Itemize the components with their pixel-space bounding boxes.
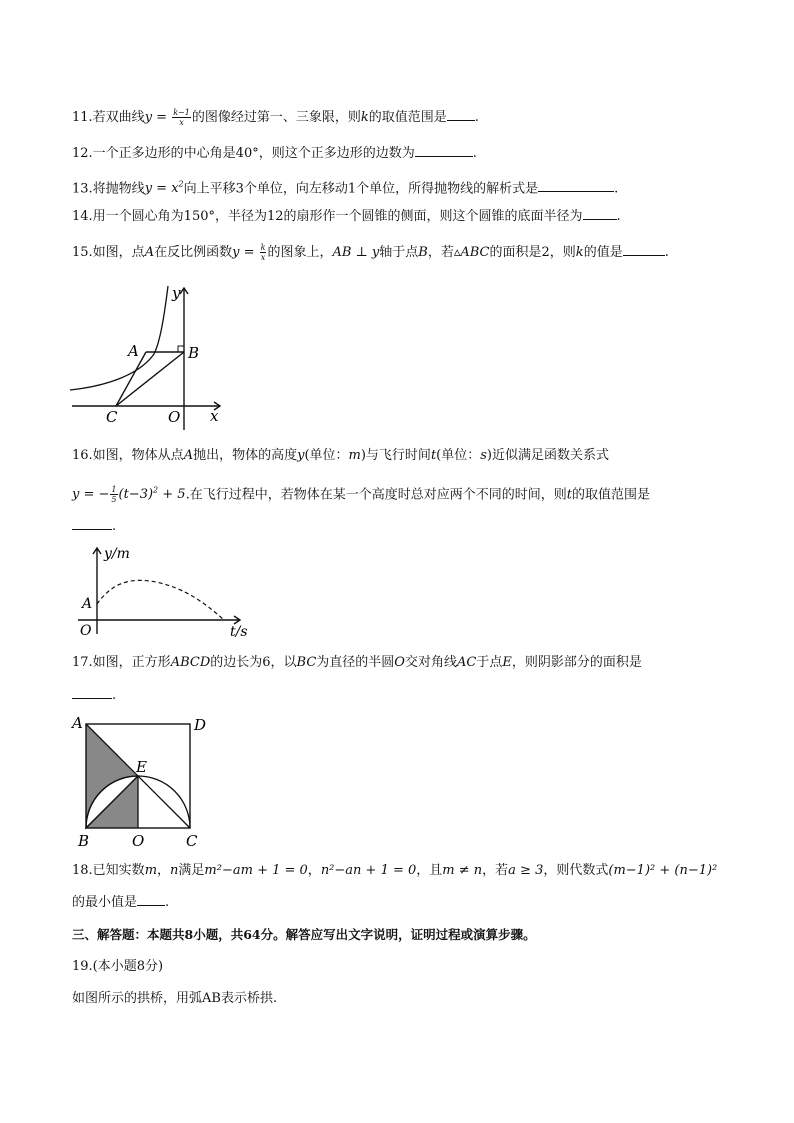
q16-text-mid2: )与飞行时间: [360, 448, 431, 463]
q13-formula: $y = x^2$: [144, 180, 184, 197]
q15-var-k: k: [575, 245, 584, 260]
fig17-label-b: B: [78, 832, 90, 850]
fig16-label-y: y/m: [104, 546, 130, 562]
q17-text-mid2: 为直径的半圆: [316, 655, 395, 670]
fig17-label-e: E: [136, 758, 147, 776]
q15-text-post4: 的面积是2，则: [489, 245, 576, 260]
q15-text-post5: 的值是: [583, 245, 623, 260]
q18-text-mid1: ，: [157, 863, 171, 878]
q16-answer-blank[interactable]: [72, 517, 112, 530]
q18-var-m: m: [144, 863, 158, 878]
q15-var-a: A: [144, 245, 155, 260]
q11-end: .: [474, 110, 479, 125]
q14-text: 14.用一个圆心角为150°，半径为12的扇形作一个圆锥的侧面，则这个圆锥的底面半径为: [72, 209, 583, 224]
q18-var-n: n: [170, 863, 179, 878]
q16-unit-m: m: [348, 448, 361, 463]
fig16-curve: [97, 580, 224, 620]
figure-15: [68, 282, 230, 434]
q11-var-k: k: [360, 110, 369, 125]
q16-var-t2: t: [566, 487, 572, 503]
q16-end: .: [112, 519, 117, 534]
q17-var-ac: AC: [456, 655, 477, 670]
fig15-label-c: C: [106, 408, 118, 426]
q15-answer-blank[interactable]: [623, 243, 665, 256]
q16-var-y: y: [297, 448, 305, 463]
q15-text-pre: 15.如图，点: [72, 245, 145, 260]
q17-end: .: [112, 688, 117, 703]
q17-var-bc: BC: [296, 655, 317, 670]
q17-var-o: O: [394, 655, 405, 670]
q16-unit-s: s: [480, 448, 487, 463]
q18-eq1: m²−am + 1 = 0: [204, 863, 308, 878]
question-17-line2: [72, 686, 116, 705]
q11-answer-blank[interactable]: [447, 108, 475, 121]
q15-ab-perp: AB ⊥ y: [332, 245, 380, 260]
q17-text-mid1: 的边长为6，以: [210, 655, 297, 670]
q14-end: .: [616, 209, 621, 224]
q17-answer-blank[interactable]: [72, 686, 112, 699]
q17-text-pre: 17.如图，正方形: [72, 655, 171, 670]
question-14: [72, 207, 621, 226]
q18-end: .: [165, 895, 170, 910]
q15-text-mid: 在反比例函数: [154, 245, 233, 260]
q18-sep: ，: [307, 863, 321, 878]
question-18-line1: [72, 862, 717, 880]
fig15-label-a: A: [128, 342, 139, 360]
q16-var-t: t: [430, 448, 437, 463]
q11-text-pre: 11.若双曲线: [72, 110, 145, 125]
fig16-label-a: A: [82, 596, 93, 612]
q15-text-post1: 的图象上，: [267, 245, 333, 260]
figure-17: [70, 712, 220, 852]
q15-formula: y = $\frac{k}{x}$: [232, 243, 266, 262]
question-16-line1: [72, 447, 609, 465]
fig17-label-o: O: [132, 832, 145, 850]
q17-var-abcd: ABCD: [170, 655, 211, 670]
question-15: [72, 243, 669, 262]
fig15-label-o: O: [168, 408, 181, 426]
q17-text-mid4: 于点: [476, 655, 503, 670]
q18-text-line2: 的最小值是: [72, 895, 138, 910]
q15-var-abc: ABC: [460, 245, 490, 260]
q17-var-e: E: [502, 655, 512, 670]
question-11: [72, 108, 479, 127]
fig17-label-a: A: [72, 714, 83, 732]
question-18-line2: [72, 893, 169, 912]
question-19-text: 如图所示的拱桥，用弧AB表示桥拱.: [72, 991, 278, 1006]
q18-text-mid4: ，若: [482, 863, 509, 878]
q16-text-mid: 抛出，物体的高度: [193, 448, 298, 463]
question-17-line1: [72, 654, 642, 672]
q16-text-post: )近似满足函数关系式: [486, 448, 609, 463]
q18-text-mid3: ，且: [416, 863, 443, 878]
q16-unit2-open: (单位：: [436, 448, 481, 463]
fig16-label-o: O: [80, 623, 92, 639]
q18-neq: m ≠ n: [442, 863, 483, 878]
fig15-label-x: x: [210, 407, 219, 425]
fig15-curve: [70, 286, 168, 390]
q18-text-mid5: ，则代数式: [543, 863, 609, 878]
q16-formula: y = − $\frac{1}{5}$ $(t-3)^2 + 5$: [72, 485, 186, 505]
question-16-line2: [72, 482, 650, 504]
q13-text-post: 向上平移3个单位，向左移动1个单位，所得抛物线的解析式是: [183, 181, 539, 197]
q15-end: .: [664, 245, 669, 260]
q15-text-post3: ，若▵: [427, 245, 461, 260]
q15-var-b: B: [418, 245, 428, 260]
question-12: [72, 144, 477, 163]
q18-expr: (m−1)² + (n−1)²: [608, 863, 718, 878]
q18-eq2: n²−an + 1 = 0: [320, 863, 417, 878]
q12-answer-blank[interactable]: [415, 144, 473, 157]
figure-16: [74, 540, 254, 640]
q16-unit1-open: (单位：: [304, 448, 349, 463]
fig15-label-b: B: [188, 344, 200, 362]
q16-text-line2-end: 的取值范围是: [571, 487, 650, 503]
q13-end: .: [614, 181, 619, 197]
q12-end: .: [472, 146, 477, 161]
question-16-line3: [72, 517, 116, 536]
q16-text-line2: .在飞行过程中，若物体在某一个高度时总对应两个不同的时间，则: [185, 487, 567, 503]
q17-text-mid3: 交对角线: [404, 655, 457, 670]
q18-text-pre: 18.已知实数: [72, 863, 145, 878]
q18-cond: a ≥ 3: [508, 863, 544, 878]
q13-text-pre: 13.将抛物线: [72, 181, 145, 197]
section-3-heading: 三、解答题：本题共8小题，共64分。解答应写出文字说明，证明过程或演算步骤。: [72, 927, 536, 942]
q18-text-mid2: 满足: [178, 863, 205, 878]
q11-text-post: 的取值范围是: [368, 110, 447, 125]
q14-answer-blank[interactable]: [583, 207, 617, 220]
question-19-heading: 19.(本小题8分): [72, 959, 164, 974]
q13-answer-blank[interactable]: [538, 179, 614, 192]
fig17-label-c: C: [186, 832, 198, 850]
q16-text-pre: 16.如图，物体从点: [72, 448, 184, 463]
q11-text-mid: 的图像经过第一、三象限，则: [191, 110, 361, 125]
q16-var-a: A: [183, 448, 194, 463]
fig16-label-t: t/s: [230, 624, 248, 640]
q15-text-post2: 轴于点: [379, 245, 419, 260]
fig17-label-d: D: [194, 716, 207, 734]
q17-text-post: ，则阴影部分的面积是: [511, 655, 642, 670]
fig15-label-y: y: [172, 284, 181, 302]
question-13: [72, 176, 618, 198]
q12-text: 12.一个正多边形的中心角是40°，则这个正多边形的边数为: [72, 146, 415, 161]
q11-formula: y = $\frac{k-1}{x}$: [144, 108, 190, 127]
q18-answer-blank[interactable]: [137, 893, 165, 906]
